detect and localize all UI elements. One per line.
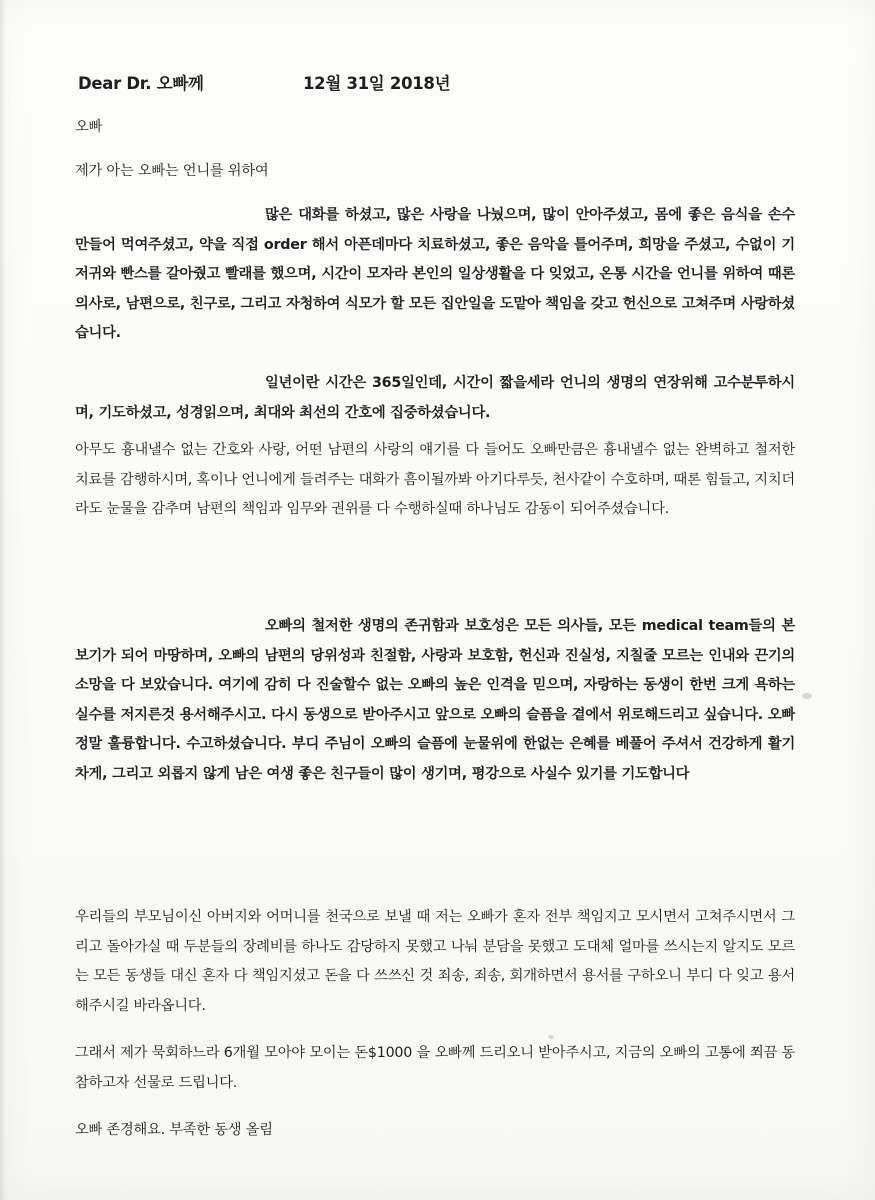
paragraph-5: 우리들의 부모님이신 아버지와 어머니를 천국으로 보낼 때 저는 오빠가 혼자 전부 책임지고 모시면서 고쳐주시면서 그리고 돌아가실 때 두분들의 장례비를 하나도 감당하지 못했고 나눠 분담을 못했고 도대체 얼마를 쓰시는지 알지도 모르는 모든 동생들 대신 혼자 다 책임지셨고 돈을 다 쓰쓰신 것 죄송, 죄송, 회개하면서 용서를 구하오니 부디 다 잊고 용서해주시길 바라옵니다.: [75, 909, 795, 1014]
paragraph-6: 그래서 제가 묵회하느라 6개월 모아야 모이는 돈$1000 을 오빠께 드리오니 받아주시고, 지금의 오빠의 고통에 쬐끔 동참하고자 선물로 드립니다.: [75, 1045, 795, 1091]
paragraph-2: 일년이란 시간은 365일인데, 시간이 짧을세라 언니의 생명의 연장위해 고수분투하시며, 기도하셨고, 성경읽으며, 최대와 최선의 간호에 집중하셨습니다.: [75, 375, 795, 421]
paragraph-1: 많은 대화를 하셨고, 많은 사랑을 나눴으며, 많이 안아주셨고, 몸에 좋은 음식을 손수 만들어 먹여주셨고, 약을 직접 order 해서 아픈데마다 치료하셨고, 좋은 음악을 틀어주며, 희망을 주셨고, 수없이 기저귀와 빤스를 갈아줬고 빨래를 했으며, 시간이 모자라 본인의 일상생활을 다 잊었고, 온통 시간을 언니를 위하여 때론 의사로, 남편으로, 친구로, 그리고 자청하여 식모가 할 모든 집안일을 도맡아 책임을 갖고 헌신으로 고쳐주며 사랑하셨습니다.: [75, 207, 795, 342]
letter-header: [78, 70, 798, 100]
ink-smudge: [802, 693, 812, 699]
greeting: 오빠: [75, 119, 103, 135]
salutation: Dear Dr. 오빠께: [78, 74, 204, 93]
ink-smudge: [548, 1035, 554, 1039]
closing-line: 오빠 존경해요. 부족한 동생 올림: [75, 1122, 273, 1138]
intro-line: 제가 아는 오빠는 언니를 위하여: [75, 163, 269, 179]
letter-date: 12월 31일 2018년: [303, 74, 451, 93]
paragraph-4: 오빠의 철저한 생명의 존귀함과 보호성은 모든 의사들, 모든 medical team들의 본보기가 되어 마땅하며, 오빠의 남편의 당위성과 친절함, 사랑과 보호함, 헌신과 진실성, 지칠줄 모르는 인내와 끈기의 소망을 다 보았습니다. 여기에 감히 다 진술할수 없는 오빠의 높은 인격을 믿으며, 자랑하는 동생이 한번 크게 욕하는 실수를 저지른것 용서해주시고. 다시 동생으로 받아주시고 앞으로 오빠의 슬픔을 곁에서 위로해드리고 싶습니다. 오빠 정말 훌륭합니다. 수고하셨습니다. 부디 주님이 오빠의 슬픔에 눈물위에 한없는 은혜를 베풀어 주셔서 건강하게 활기차게, 그리고 외롭지 않게 남은 여생 좋은 친구들이 많이 생기며, 평강으로 사실수 있기를 기도합니다: [75, 618, 795, 782]
page-edge-shadow: [0, 0, 6, 1200]
paragraph-3: 아무도 흉내낼수 없는 간호와 사랑, 어떤 남편의 사랑의 얘기를 다 들어도 오빠만큼은 흉내낼수 없는 완벽하고 철저한 치료를 감행하시며, 혹이나 언니에게 들려주는 대화가 흠이될까봐 아기다루듯, 천사같이 수호하며, 때론 힘들고, 지치더라도 눈물을 감추며 남편의 책임과 임무와 권위를 다 수행하실때 하나님도 감동이 되어주셨습니다.: [75, 442, 795, 518]
